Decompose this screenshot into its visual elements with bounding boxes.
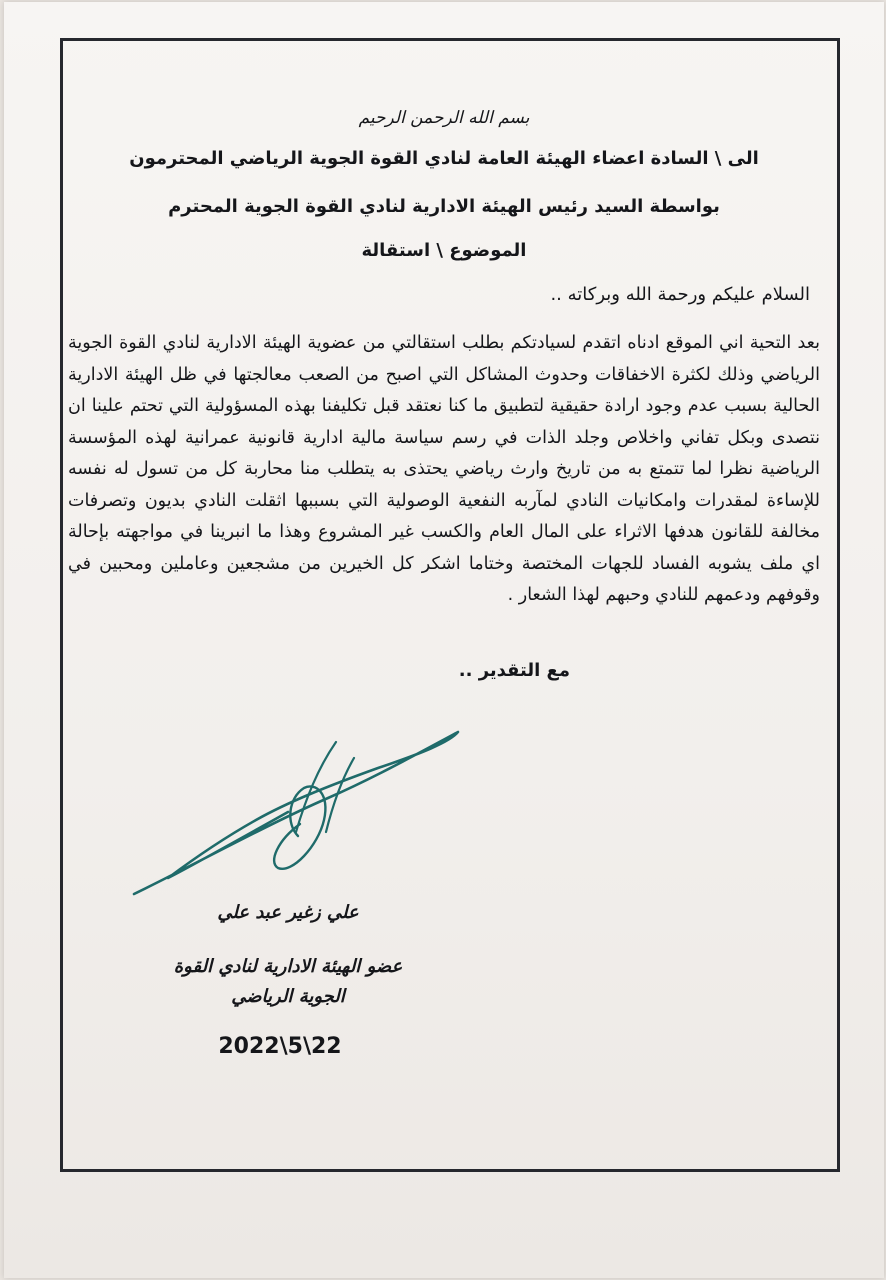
greeting: السلام عليكم ورحمة الله وبركاته .. — [550, 284, 810, 305]
letter-date: 2022\5\22 — [218, 1034, 342, 1059]
letter-body: بعد التحية اني الموقع ادناه اتقدم لسيادتكم بطلب استقالتي من عضوية الهيئة الادارية لنادي القوة الجوية الرياضي وذلك لكثرة الاخفاقات وحدوث المشاكل التي اصبح من الصعب معالجتها في ظل الهيئة الادارية الحالية بسبب عدم وجود ارادة حقيقية لتطبيق ما كنا نعتقد قبل تكليفنا بهذه المسؤولية التي تحتم علينا ان نتصدى وبكل تفاني واخلاص وجلد الذات في رسم سياسة مالية ادارية قانونية عمرانية لهذه المؤسسة الرياضية نظرا لما تتمتع به من تاريخ وارث رياضي يحتذى به يتطلب منا محاربة كل من تسول له نفسه للإساءة لمقدرات وامكانيات النادي لمآربه النفعية الوصولية التي بسببها اثقلت النادي بديون وتصرفات مخالفة للقانون هدفها الاثراء على المال العام والكسب غير المشروع وهذا ما انبرينا في مواجهته بإحالة اي ملف يشوبه الفساد للجهات المختصة وختاما اشكر كل الخيرين من مشجعين وعاملين ومحبين في وقوفهم ودعمهم للنادي وحبهم لهذا الشعار . — [68, 333, 820, 605]
document-page — [4, 2, 884, 1278]
addressee-line: الى \ السادة اعضاء الهيئة العامة لنادي القوة الجوية الرياضي المحترمون — [129, 148, 759, 169]
handwritten-signature — [128, 728, 468, 900]
signatory-title-line1: عضو الهيئة الادارية لنادي القوة — [173, 956, 403, 977]
basmala: بسم الله الرحمن الرحيم — [358, 108, 530, 128]
via-line: بواسطة السيد رئيس الهيئة الادارية لنادي القوة الجوية المحترم — [168, 196, 720, 217]
closing: مع التقدير .. — [458, 660, 570, 681]
signatory-title-line2: الجوية الرياضي — [231, 986, 345, 1007]
signature-stroke-main — [134, 732, 458, 894]
subject-line: الموضوع \ استقالة — [361, 240, 527, 261]
signatory-name: علي زغير عبد علي — [217, 902, 359, 923]
